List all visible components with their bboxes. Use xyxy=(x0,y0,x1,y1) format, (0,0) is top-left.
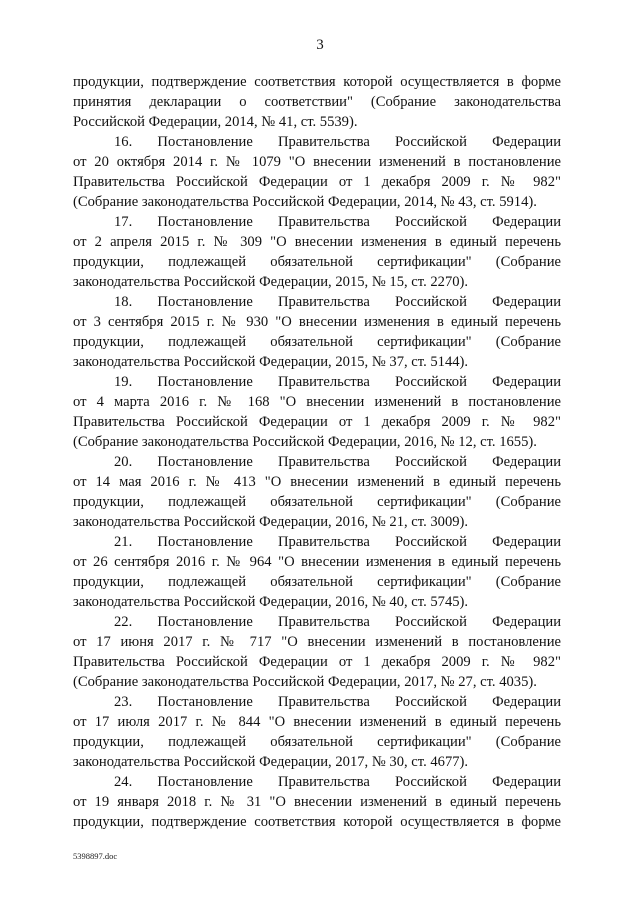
text-line: Правительства Российской Федерации от 1 декабря 2009 г. № 982" xyxy=(73,414,561,430)
text-line: (Собрание законодательства Российской Федерации, 2014, № 43, ст. 5914). xyxy=(73,194,537,210)
paragraph-16-heading: 16. Постановление Правительства Российской Федерации xyxy=(114,134,561,150)
text-line: продукции, подтверждение соответствия которой осуществляется в форме xyxy=(73,814,561,830)
page-number: 3 xyxy=(316,37,324,53)
text-line: Российской Федерации, 2014, № 41, ст. 5539). xyxy=(73,114,358,130)
document-body xyxy=(73,72,561,832)
text-line: от 19 января 2018 г. № 31 "О внесении изменений в единый перечень xyxy=(73,794,561,810)
paragraph-24-heading: 24. Постановление Правительства Российской Федерации xyxy=(114,774,561,790)
paragraph-22-heading: 22. Постановление Правительства Российской Федерации xyxy=(114,614,561,630)
text-line: от 4 марта 2016 г. № 168 "О внесении изменений в постановление xyxy=(73,394,561,410)
paragraph-17-heading: 17. Постановление Правительства Российской Федерации xyxy=(114,214,561,230)
text-line: законодательства Российской Федерации, 2016, № 40, ст. 5745). xyxy=(73,594,469,610)
paragraph-18-heading: 18. Постановление Правительства Российской Федерации xyxy=(114,294,561,310)
text-line: законодательства Российской Федерации, 2015, № 37, ст. 5144). xyxy=(73,354,469,370)
document-file-code: 5398897.doc xyxy=(73,851,118,861)
text-line: от 14 мая 2016 г. № 413 "О внесении изменений в единый перечень xyxy=(73,474,561,490)
text-line: продукции, подлежащей обязательной сертификации" (Собрание xyxy=(73,334,561,350)
text-line: законодательства Российской Федерации, 2015, № 15, ст. 2270). xyxy=(73,274,469,290)
text-line: от 3 сентября 2015 г. № 930 "О внесении изменения в единый перечень xyxy=(73,314,561,330)
text-line: продукции, подлежащей обязательной сертификации" (Собрание xyxy=(73,734,561,750)
text-line: продукции, подлежащей обязательной сертификации" (Собрание xyxy=(73,574,561,590)
paragraph-19-heading: 19. Постановление Правительства Российской Федерации xyxy=(114,374,561,390)
text-line: законодательства Российской Федерации, 2017, № 30, ст. 4677). xyxy=(73,754,469,770)
text-line: продукции, подлежащей обязательной сертификации" (Собрание xyxy=(73,254,561,270)
paragraph-20-heading: 20. Постановление Правительства Российской Федерации xyxy=(114,454,561,470)
text-line: от 26 сентября 2016 г. № 964 "О внесении изменения в единый перечень xyxy=(73,554,561,570)
text-line: (Собрание законодательства Российской Федерации, 2016, № 12, ст. 1655). xyxy=(73,434,537,450)
text-line: от 2 апреля 2015 г. № 309 "О внесении изменения в единый перечень xyxy=(73,234,561,250)
paragraph-21-heading: 21. Постановление Правительства Российской Федерации xyxy=(114,534,561,550)
text-line: законодательства Российской Федерации, 2016, № 21, ст. 3009). xyxy=(73,514,469,530)
text-line: принятия декларации о соответствии" (Собрание законодательства xyxy=(73,94,561,110)
text-line: Правительства Российской Федерации от 1 декабря 2009 г. № 982" xyxy=(73,174,561,190)
text-line: Правительства Российской Федерации от 1 декабря 2009 г. № 982" xyxy=(73,654,561,670)
paragraph-23-heading: 23. Постановление Правительства Российской Федерации xyxy=(114,694,561,710)
text-line: продукции, подлежащей обязательной сертификации" (Собрание xyxy=(73,494,561,510)
text-line: продукции, подтверждение соответствия которой осуществляется в форме xyxy=(73,74,561,90)
text-line: от 17 июня 2017 г. № 717 "О внесении изменений в постановление xyxy=(73,634,561,650)
text-line: (Собрание законодательства Российской Федерации, 2017, № 27, ст. 4035). xyxy=(73,674,537,690)
text-line: от 17 июля 2017 г. № 844 "О внесении изменений в единый перечень xyxy=(73,714,561,730)
text-line: от 20 октября 2014 г. № 1079 "О внесении изменений в постановление xyxy=(73,154,561,170)
